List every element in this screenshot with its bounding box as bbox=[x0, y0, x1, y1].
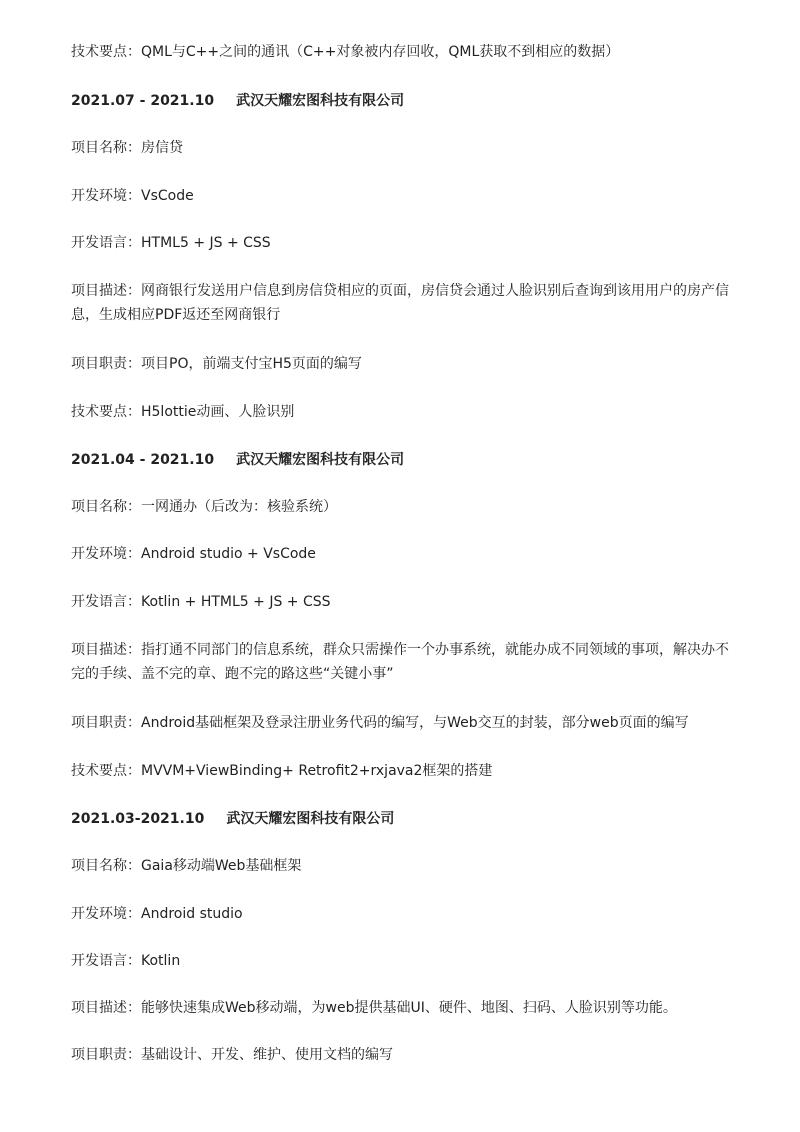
project-duty-line: 项目职责：项目PO，前端支付宝H5页面的编写 bbox=[71, 356, 362, 372]
job-period: 2021.07 - 2021.10 bbox=[71, 93, 215, 109]
tech-points-line: 技术要点：QML与C++之间的通讯（C++对象被内存回收，QML获取不到相应的数据） bbox=[71, 44, 620, 60]
job-period: 2021.04 - 2021.10 bbox=[71, 452, 215, 468]
company-name: 武汉天耀宏图科技有限公司 bbox=[236, 452, 405, 468]
dev-env-line: 开发环境：Android studio bbox=[71, 906, 243, 922]
company-name: 武汉天耀宏图科技有限公司 bbox=[226, 811, 395, 827]
project-duty-line: 项目职责：基础设计、开发、维护、使用文档的编写 bbox=[71, 1047, 393, 1063]
project-description-line: 项目描述：网商银行发送用户信息到房信贷相应的页面，房信贷会通过人脸识别后查询到该用用户的房产信息，生成相应PDF返还至网商银行 bbox=[71, 283, 729, 323]
dev-language-line: 开发语言：HTML5 + JS + CSS bbox=[71, 235, 271, 251]
project-description-line: 项目描述：能够快速集成Web移动端，为web提供基础UI、硬件、地图、扫码、人脸识别等功能。 bbox=[71, 1000, 677, 1016]
dev-language-line: 开发语言：Kotlin + HTML5 + JS + CSS bbox=[71, 594, 331, 610]
tech-points-line: 技术要点：H5lottie动画、人脸识别 bbox=[71, 404, 295, 420]
job-heading bbox=[71, 448, 740, 472]
project-duty-line: 项目职责：Android基础框架及登录注册业务代码的编写，与Web交互的封装，部分web页面的编写 bbox=[71, 715, 689, 731]
company-name: 武汉天耀宏图科技有限公司 bbox=[236, 93, 405, 109]
dev-env-line: 开发环境：VsCode bbox=[71, 188, 194, 204]
project-name-line: 项目名称：房信贷 bbox=[71, 140, 183, 156]
project-description-line: 项目描述：指打通不同部门的信息系统，群众只需操作一个办事系统，就能办成不同领域的事项，解决办不完的手续、盖不完的章、跑不完的路这些“关键小事” bbox=[71, 642, 729, 682]
tech-points-line: 技术要点：MVVM+ViewBinding+ Retrofit2+rxjava2框架的搭建 bbox=[71, 763, 493, 779]
dev-language-line: 开发语言：Kotlin bbox=[71, 953, 181, 969]
project-name-line: 项目名称：一网通办（后改为：核验系统） bbox=[71, 499, 337, 515]
dev-env-line: 开发环境：Android studio + VsCode bbox=[71, 546, 316, 562]
project-name-line: 项目名称：Gaia移动端Web基础框架 bbox=[71, 858, 302, 874]
job-heading bbox=[71, 807, 740, 831]
job-heading bbox=[71, 89, 740, 113]
job-period: 2021.03-2021.10 bbox=[71, 811, 205, 827]
